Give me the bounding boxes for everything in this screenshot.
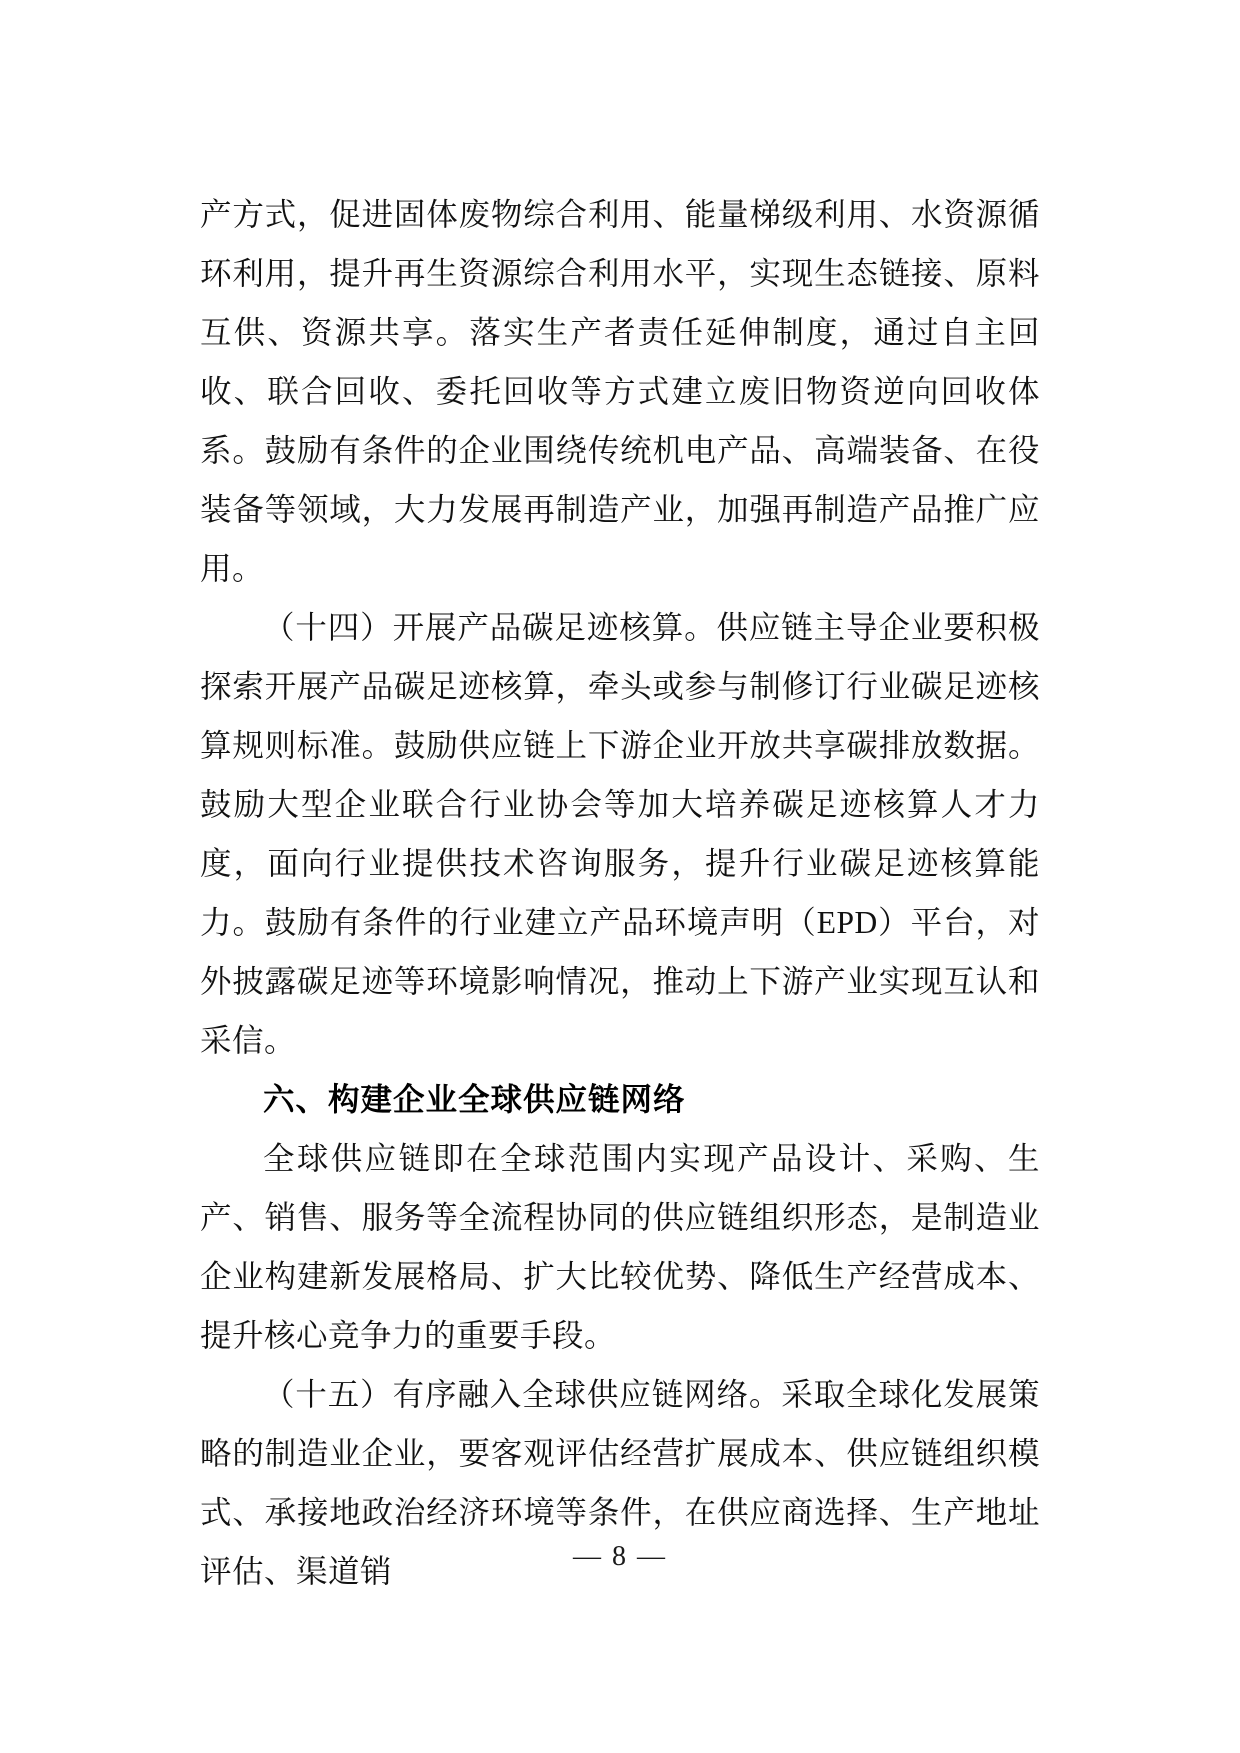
paragraph-carbon-footprint: （十四）开展产品碳足迹核算。供应链主导企业要积极探索开展产品碳足迹核算，牵头或参与制修订行业碳足迹核算规则标准。鼓励供应链上下游企业开放共享碳排放数据。鼓励大型企业联合行业协会等加大培养碳足迹核算人才力度，面向行业提供技术咨询服务，提升行业碳足迹核算能力。鼓励有条件的行业建立产品环境声明（EPD）平台，对外披露碳足迹等环境影响情况，推动上下游产业实现互认和采信。 bbox=[200, 610, 1040, 1058]
paragraph-global-supply-chain-definition: 全球供应链即在全球范围内实现产品设计、采购、生产、销售、服务等全流程协同的供应链组织形态，是制造业企业构建新发展格局、扩大比较优势、降低生产经营成本、提升核心竞争力的重要手段。 bbox=[200, 1141, 1040, 1353]
paragraph-integrate-global-network: （十五）有序融入全球供应链网络。采取全球化发展策略的制造业企业，要客观评估经营扩展成本、供应链组织模式、承接地政治经济环境等条件，在供应商选择、生产地址评估、渠道销 bbox=[200, 1377, 1040, 1589]
section-heading-global-supply-chain: 六、构建企业全球供应链网络 bbox=[263, 1081, 686, 1117]
paragraph-recycling-production: 产方式，促进固体废物综合利用、能量梯级利用、水资源循环利用，提升再生资源综合利用水平，实现生态链接、原料互供、资源共享。落实生产者责任延伸制度，通过自主回收、联合回收、委托回收等方式建立废旧物资逆向回收体系。鼓励有条件的企业围绕传统机电产品、高端装备、在役装备等领域，大力发展再制造产业，加强再制造产品推广应用。 bbox=[200, 197, 1040, 586]
document-body bbox=[200, 185, 1040, 1601]
page-number: — 8 — bbox=[573, 1541, 667, 1572]
page-footer bbox=[0, 1541, 1240, 1573]
